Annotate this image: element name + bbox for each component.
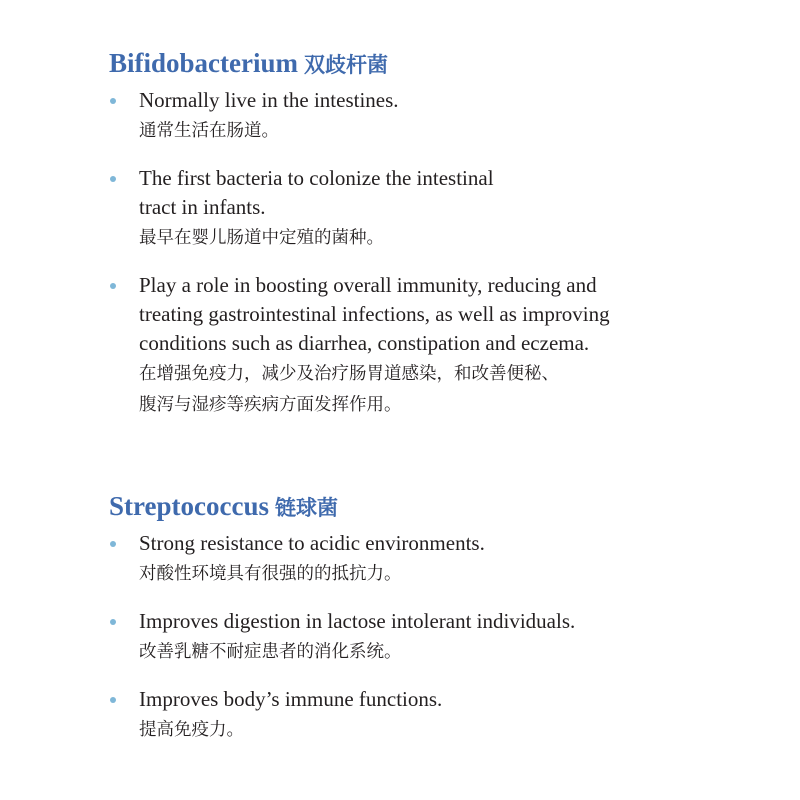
item-text-en: treating gastrointestinal infections, as well as improving bbox=[139, 302, 610, 326]
heading-title-en: Streptococcus bbox=[109, 491, 269, 521]
list-item bbox=[109, 607, 769, 667]
heading-title-en: Bifidobacterium bbox=[109, 48, 298, 78]
item-text-en: Play a role in boosting overall immunity, reducing and bbox=[139, 273, 597, 297]
bullet-list bbox=[109, 86, 769, 420]
list-item bbox=[109, 271, 769, 420]
bullet-dot-icon bbox=[110, 283, 116, 289]
item-text-en: Strong resistance to acidic environments. bbox=[139, 531, 485, 555]
section-bifidobacterium bbox=[109, 40, 769, 438]
bullet-dot-icon bbox=[110, 98, 116, 104]
bullet-dot-icon bbox=[110, 541, 116, 547]
item-text-zh: 对酸性环境具有很强的的抵抗力。 bbox=[139, 564, 402, 584]
heading-title-zh: 链球菌 bbox=[274, 496, 338, 520]
item-text-zh: 提高免疫力。 bbox=[139, 720, 244, 740]
item-text-en: The first bacteria to colonize the intestinal bbox=[139, 166, 494, 190]
item-text-en: Improves digestion in lactose intolerant individuals. bbox=[139, 609, 576, 633]
bullet-dot-icon bbox=[110, 176, 116, 182]
list-item bbox=[109, 86, 769, 146]
section-heading bbox=[109, 40, 769, 86]
item-text-en: Improves body’s immune functions. bbox=[139, 687, 443, 711]
bullet-dot-icon bbox=[110, 697, 116, 703]
item-text-en: tract in infants. bbox=[139, 195, 266, 219]
item-text-zh: 腹泻与湿疹等疾病方面发挥作用。 bbox=[139, 395, 402, 415]
item-text-en: conditions such as diarrhea, constipation and eczema. bbox=[139, 331, 590, 355]
list-item bbox=[109, 164, 769, 253]
bullet-dot-icon bbox=[110, 619, 116, 625]
item-text-zh: 最早在婴儿肠道中定殖的菌种。 bbox=[139, 228, 384, 248]
heading-title-zh: 双歧杆菌 bbox=[304, 53, 388, 77]
section-heading bbox=[109, 483, 769, 529]
item-text-zh: 通常生活在肠道。 bbox=[139, 121, 279, 141]
list-item bbox=[109, 529, 769, 589]
item-text-zh: 在增强免疫力，减少及治疗肠胃道感染，和改善便秘、 bbox=[139, 364, 559, 384]
section-streptococcus bbox=[109, 483, 769, 763]
item-text-zh: 改善乳糖不耐症患者的消化系统。 bbox=[139, 642, 402, 662]
item-text-en: Normally live in the intestines. bbox=[139, 88, 399, 112]
list-item bbox=[109, 685, 769, 745]
bullet-list bbox=[109, 529, 769, 745]
